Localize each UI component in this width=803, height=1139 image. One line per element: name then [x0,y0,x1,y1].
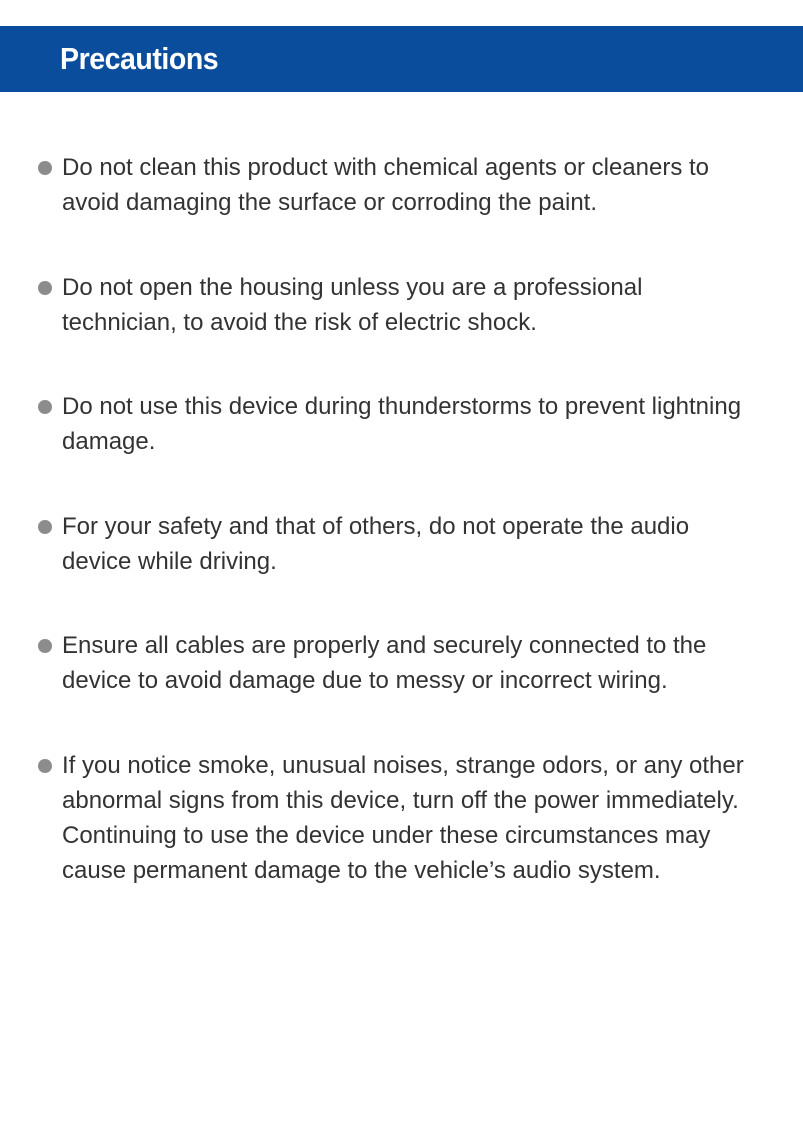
precaution-text: Do not open the housing unless you are a professional technician, to avoid the risk of electric shock. [62,274,643,336]
list-item [38,509,758,579]
precaution-text: Do not clean this product with chemical agents or cleaners to avoid damaging the surface or corroding the paint. [62,154,710,216]
precaution-text: If you notice smoke, unusual noises, strange odors, or any other abnormal signs from this device, turn off the power immediately. Continuing to use the device under these circumstances may cause permanent damage to the vehicle’s audio system. [62,752,744,884]
list-item [38,628,758,698]
list-item [38,748,758,888]
list-item [38,389,758,459]
bullet-icon [38,281,52,295]
precaution-text: For your safety and that of others, do not operate the audio device while driving. [62,513,690,575]
list-item [38,270,758,340]
header-bar [0,26,803,92]
page-title: Precautions [60,41,219,76]
list-item [38,150,758,220]
precaution-text: Ensure all cables are properly and securely connected to the device to avoid damage due to messy or incorrect wiring. [62,632,707,694]
bullet-icon [38,161,52,175]
bullet-icon [38,520,52,534]
precaution-text: Do not use this device during thunderstorms to prevent lightning damage. [62,393,742,455]
bullet-icon [38,639,52,653]
bullet-icon [38,400,52,414]
bullet-icon [38,759,52,773]
